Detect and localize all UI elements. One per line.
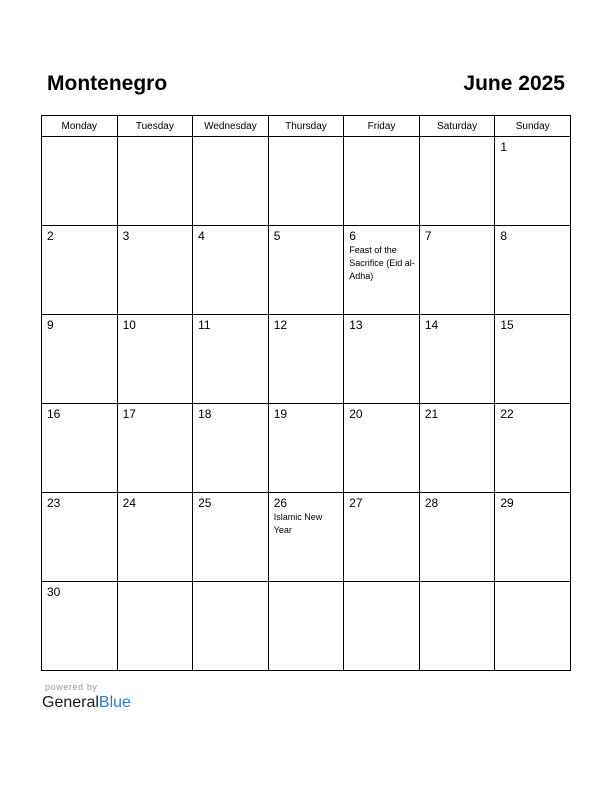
day-number: 22: [500, 407, 514, 421]
day-cell: [42, 315, 118, 404]
country-title: Montenegro: [47, 72, 168, 95]
event-label: [420, 585, 495, 586]
day-cell: [117, 493, 193, 582]
day-cell: [419, 137, 495, 226]
day-cell: [344, 582, 420, 671]
event-label: [118, 421, 193, 422]
event-label: [495, 510, 570, 511]
weekday-header: Monday: [42, 116, 118, 137]
day-cell: [193, 226, 269, 315]
event-label: Islamic New Year: [273, 512, 323, 535]
week-row: [42, 315, 571, 404]
weekday-header-row: [42, 116, 571, 137]
event-label: [42, 599, 117, 600]
brand-name-part2: Blue: [98, 694, 131, 711]
day-number: 26: [273, 496, 288, 510]
calendar-grid: [41, 115, 571, 671]
day-cell: [495, 315, 571, 404]
event-label: [344, 332, 419, 333]
day-number: 15: [500, 318, 514, 332]
day-number: 9: [47, 318, 54, 332]
day-number: 6: [349, 229, 356, 243]
day-number: 19: [273, 407, 288, 421]
day-cell: [495, 493, 571, 582]
day-cell: [193, 137, 269, 226]
day-cell: [42, 493, 118, 582]
weekday-header: Wednesday: [193, 116, 269, 137]
event-label: [118, 585, 193, 586]
day-cell: [495, 226, 571, 315]
day-cell: [344, 137, 420, 226]
brand-logo[interactable]: [42, 693, 131, 713]
event-label: [269, 585, 344, 586]
event-label: [42, 510, 117, 511]
event-label: [495, 243, 570, 244]
event-label: [344, 585, 419, 586]
event-label: [344, 510, 419, 511]
day-cell: [117, 137, 193, 226]
day-number: 30: [47, 585, 61, 599]
day-number: 24: [122, 496, 136, 510]
day-number: 5: [273, 229, 281, 243]
week-row: [42, 493, 571, 582]
day-cell: [419, 404, 495, 493]
day-number: 18: [198, 407, 212, 421]
day-number: 4: [198, 229, 205, 243]
day-number: 16: [47, 407, 61, 421]
day-cell: [117, 582, 193, 671]
day-cell: [344, 315, 420, 404]
day-cell: [117, 315, 193, 404]
event-label: [269, 140, 344, 141]
day-number: 27: [349, 496, 363, 510]
day-cell: [117, 226, 193, 315]
event-label: [269, 332, 344, 333]
week-row: [42, 404, 571, 493]
day-cell: [495, 404, 571, 493]
event-label: [118, 243, 193, 244]
day-cell: [344, 404, 420, 493]
day-cell: [268, 404, 344, 493]
day-cell: [495, 582, 571, 671]
event-label: [420, 332, 495, 333]
day-number: 1: [500, 140, 508, 154]
event-label: [495, 585, 570, 586]
day-number: 10: [122, 318, 136, 332]
day-cell: [193, 582, 269, 671]
day-number: 28: [424, 496, 439, 510]
day-cell: [42, 582, 118, 671]
week-row: [42, 137, 571, 226]
event-label: [193, 421, 268, 422]
event-label: [193, 140, 268, 141]
event-label: [420, 140, 495, 141]
day-cell: [268, 137, 344, 226]
event-label: [420, 243, 495, 244]
day-number: 23: [47, 496, 61, 510]
event-label: [495, 154, 570, 155]
day-number: 7: [424, 229, 432, 243]
day-cell: [419, 493, 495, 582]
day-cell: [42, 137, 118, 226]
day-cell: [42, 404, 118, 493]
day-cell: [268, 226, 344, 315]
event-label: [344, 421, 419, 422]
day-cell: [193, 493, 269, 582]
day-cell: [193, 404, 269, 493]
event-label: [495, 332, 570, 333]
day-cell: [419, 582, 495, 671]
event-label: [420, 510, 495, 511]
day-number: 21: [424, 407, 439, 421]
weekday-header: Saturday: [419, 116, 495, 137]
weekday-header: Tuesday: [117, 116, 193, 137]
day-number: 2: [47, 229, 54, 243]
event-label: [42, 421, 117, 422]
event-label: [42, 243, 117, 244]
day-cell: [344, 493, 420, 582]
event-label: [420, 421, 495, 422]
weekday-header: Thursday: [268, 116, 344, 137]
event-label: [495, 421, 570, 422]
event-label: [269, 421, 344, 422]
day-cell: [344, 226, 420, 315]
day-cell: [495, 137, 571, 226]
day-number: 14: [424, 318, 439, 332]
day-number: 3: [122, 229, 130, 243]
day-number: 8: [500, 229, 508, 243]
event-label: [269, 243, 344, 244]
day-number: 13: [349, 318, 363, 332]
weekday-header: Friday: [344, 116, 420, 137]
day-cell: [268, 582, 344, 671]
event-label: [193, 243, 268, 244]
event-label: [344, 140, 419, 141]
event-label: Feast of the Sacrifice (Eid al-Adha): [349, 245, 415, 281]
event-label: [42, 140, 117, 141]
event-label: [193, 510, 268, 511]
weekday-header: Sunday: [495, 116, 571, 137]
event-label: [42, 332, 117, 333]
day-cell: [268, 493, 344, 582]
event-label: [118, 332, 193, 333]
month-year-title: June 2025: [463, 72, 565, 95]
day-cell: [268, 315, 344, 404]
day-cell: [419, 226, 495, 315]
brand-name-part1: General: [42, 694, 99, 711]
event-label: [118, 510, 193, 511]
powered-by-label: powered by: [45, 682, 98, 692]
day-number: 12: [273, 318, 288, 332]
day-number: 25: [198, 496, 212, 510]
day-cell: [42, 226, 118, 315]
week-row: [42, 226, 571, 315]
day-number: 29: [500, 496, 514, 510]
event-label: [193, 585, 268, 586]
day-number: 17: [122, 407, 136, 421]
week-row: [42, 582, 571, 671]
day-cell: [117, 404, 193, 493]
event-label: [193, 332, 268, 333]
day-cell: [193, 315, 269, 404]
event-label: [118, 140, 193, 141]
day-cell: [419, 315, 495, 404]
day-number: 20: [349, 407, 363, 421]
day-number: 11: [198, 318, 211, 332]
